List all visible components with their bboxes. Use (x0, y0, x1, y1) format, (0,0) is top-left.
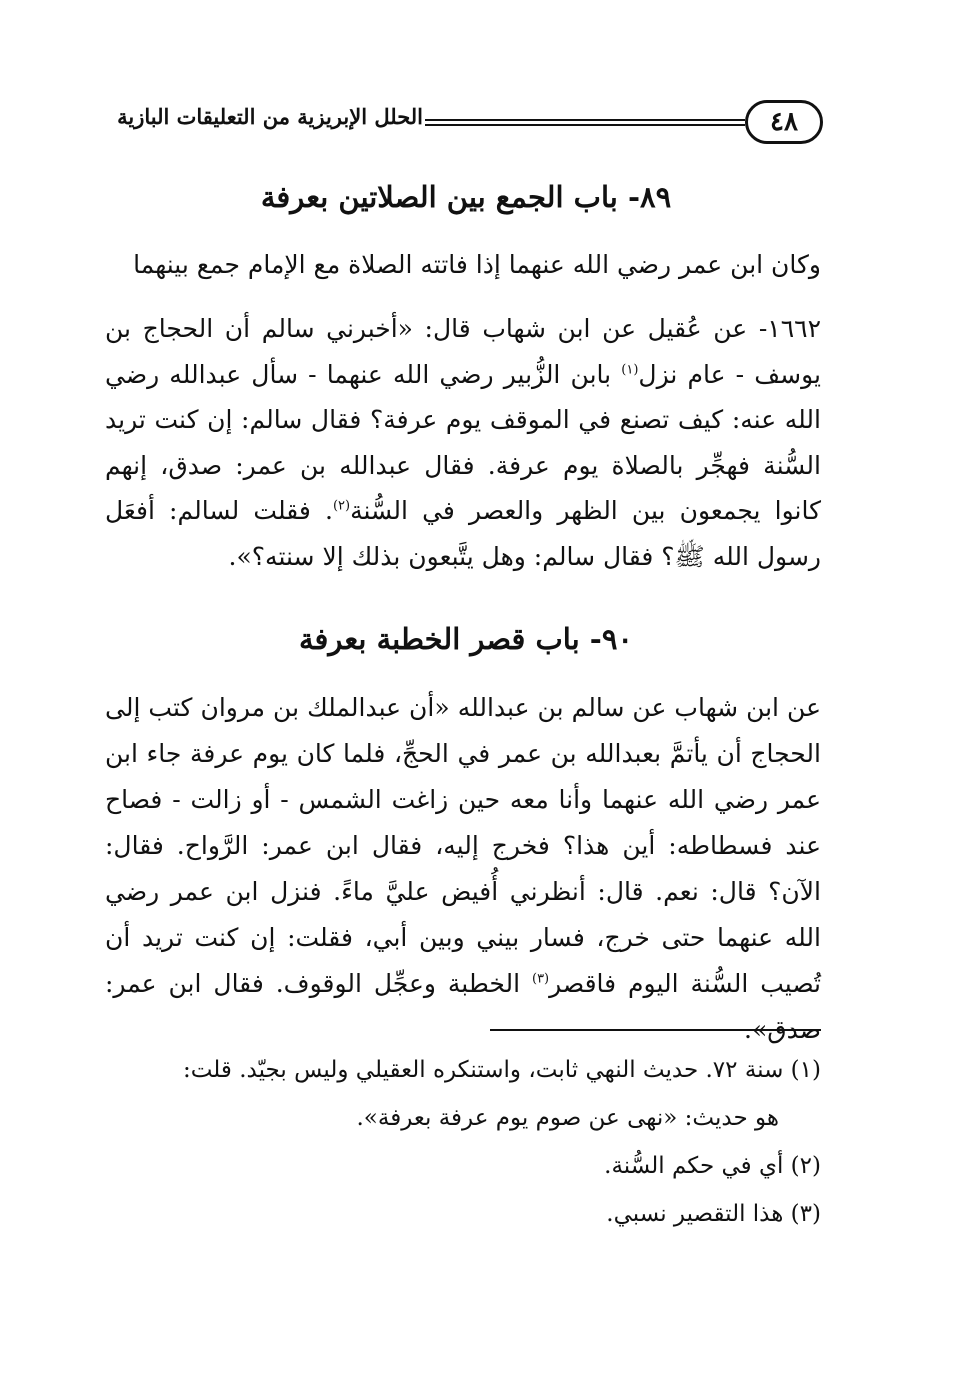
footnote-3: (٣) هذا التقصير نسبي. (606, 1201, 821, 1227)
footnote-1-continued: هو حديث: «نهى عن صوم يوم عرفة بعرفة». (356, 1105, 779, 1131)
chapter-90-part-1: عن ابن شهاب عن سالم بن عبدالله «أن عبدالملك بن مروان كتب إلى الحجاج أن يأتمَّ بعبدالله بن عمر في الحجِّ، فلما كان يوم عرفة جاء ابن عمر رضي الله عنهما وأنا معه حين زاغت الشمس - أو زالت - فصاح عند فسطاطه: أين هذا؟ فخرج إليه، فقال ابن عمر: الرَّواح. فقال: الآن؟ قال: نعم. قال: أنظرني أُفيض عليَّ ماءً. فنزل ابن عمر رضي الله عنهما حتى خرج، فسار بيني وبين أبي، فقلت: إن كنت تريد أن تُصيب السُّنة اليوم فاقصر (105, 693, 821, 998)
footnote-1: (١) سنة ٧٢. حديث النهي ثابت، واستنكره العقيلي وليس بجيّد. قلت: (182, 1057, 821, 1083)
page-header (105, 98, 827, 148)
footnote-ref-3: (٣) (531, 971, 550, 987)
chapter-90-title: ٩٠- باب قصر الخطبة بعرفة (299, 622, 633, 656)
page-number: ٤٨ (745, 100, 823, 144)
hadith-1662-part-1: ١٦٦٢- عن عُقيل عن ابن شهاب قال: «أخبرني سالم أن الحجاج بن يوسف - عام نزل (105, 314, 821, 389)
chapter-89-title: ٨٩- باب الجمع بين الصلاتين بعرفة (260, 180, 672, 214)
header-rule (425, 119, 745, 126)
chapter-90-part-2: الخطبة وعجِّل الوقوف. فقال ابن عمر: صدق». (105, 969, 821, 1044)
chapter-89-intro: وكان ابن عمر رضي الله عنهما إذا فاتته الصلاة مع الإمام جمع بينهما (133, 250, 821, 279)
footnote-ref-1: (١) (621, 362, 639, 378)
hadith-1662-part-3: . فقلت لسالم: أفعَل رسول الله ﷺ؟ فقال سالم: وهل يتَّبعون بذلك إلا سنته؟». (105, 496, 821, 571)
footnote-separator (490, 1029, 821, 1031)
chapter-90-text (105, 685, 821, 1053)
footnote-2: (٢) أي في حكم السُّنة. (604, 1153, 821, 1179)
footnote-ref-2: (٢) (332, 498, 351, 514)
footnotes (105, 1046, 821, 1238)
hadith-1662 (105, 306, 821, 579)
running-title: الحلل الإبريزية من التعليقات البازية (117, 104, 423, 129)
hadith-1662-part-2: بابن الزُّبير رضي الله عنهما - سأل عبدالله رضي الله عنه: كيف تصنع في الموقف يوم عرفة؟ فقال سالم: إن كنت تريد السُّنة فهجِّر بالصلاة يوم عرفة. فقال عبدالله بن عمر: صدق، إنهم كانوا يجمعون بين الظهر والعصر في السُّنة (105, 359, 821, 525)
